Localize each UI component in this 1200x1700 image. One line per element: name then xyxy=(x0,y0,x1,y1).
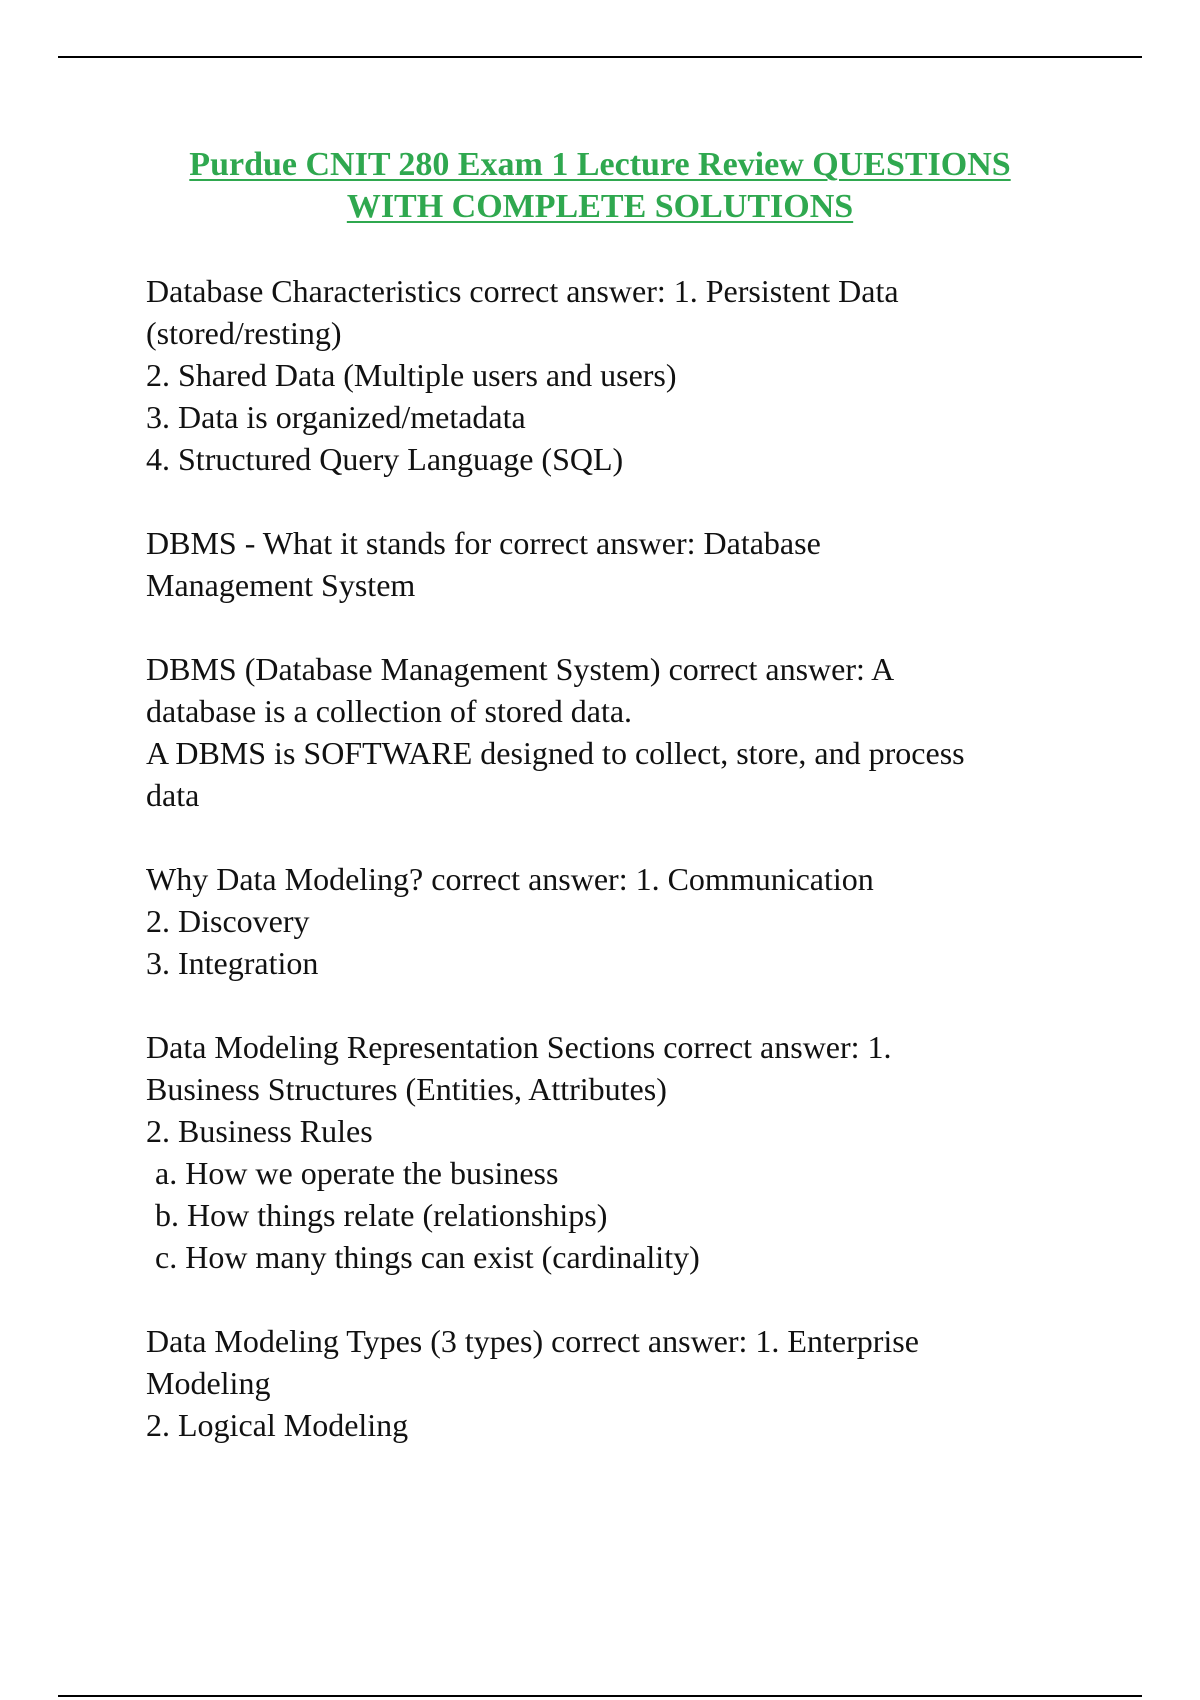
qa-line: DBMS - What it stands for correct answer: Database xyxy=(146,525,821,561)
qa-why-data-modeling xyxy=(146,858,1086,984)
header-rule xyxy=(58,56,1142,58)
title-line-2: WITH COMPLETE SOLUTIONS xyxy=(346,188,854,225)
qa-line: 3. Data is organized/metadata xyxy=(146,399,526,435)
footer-rule xyxy=(58,1695,1142,1697)
qa-line: Data Modeling Representation Sections correct answer: 1. xyxy=(146,1029,892,1065)
qa-line: 2. Discovery xyxy=(146,903,310,939)
qa-modeling-types xyxy=(146,1320,1086,1446)
qa-line: DBMS (Database Management System) correct answer: A xyxy=(146,651,895,687)
qa-line: database is a collection of stored data. xyxy=(146,693,633,729)
qa-line: a. How we operate the business xyxy=(155,1155,559,1191)
qa-representation-sections xyxy=(146,1026,1086,1278)
qa-line: 2. Shared Data (Multiple users and users) xyxy=(146,357,677,393)
qa-line: c. How many things can exist (cardinality) xyxy=(155,1239,700,1275)
qa-line: A DBMS is SOFTWARE designed to collect, store, and process xyxy=(146,735,965,771)
qa-line: (stored/resting) xyxy=(146,315,342,351)
qa-dbms-definition xyxy=(146,648,1086,816)
qa-line: b. How things relate (relationships) xyxy=(155,1197,608,1233)
qa-line: 2. Business Rules xyxy=(146,1113,373,1149)
qa-line: 4. Structured Query Language (SQL) xyxy=(146,441,624,477)
title-line-1: Purdue CNIT 280 Exam 1 Lecture Review QUESTIONS xyxy=(189,146,1011,183)
qa-line: 2. Logical Modeling xyxy=(146,1407,409,1443)
qa-line: Management System xyxy=(146,567,416,603)
qa-line: 3. Integration xyxy=(146,945,319,981)
qa-dbms-acronym xyxy=(146,522,1086,606)
qa-line: Data Modeling Types (3 types) correct answer: 1. Enterprise xyxy=(146,1323,919,1359)
qa-line: Modeling xyxy=(146,1365,271,1401)
qa-line: Why Data Modeling? correct answer: 1. Communication xyxy=(146,861,874,897)
qa-database-characteristics xyxy=(146,270,1086,480)
qa-line: Business Structures (Entities, Attributes) xyxy=(146,1071,667,1107)
qa-line: Database Characteristics correct answer: 1. Persistent Data xyxy=(146,273,899,309)
document-title xyxy=(100,144,1100,228)
qa-content xyxy=(146,270,1086,1488)
qa-line: data xyxy=(146,777,200,813)
